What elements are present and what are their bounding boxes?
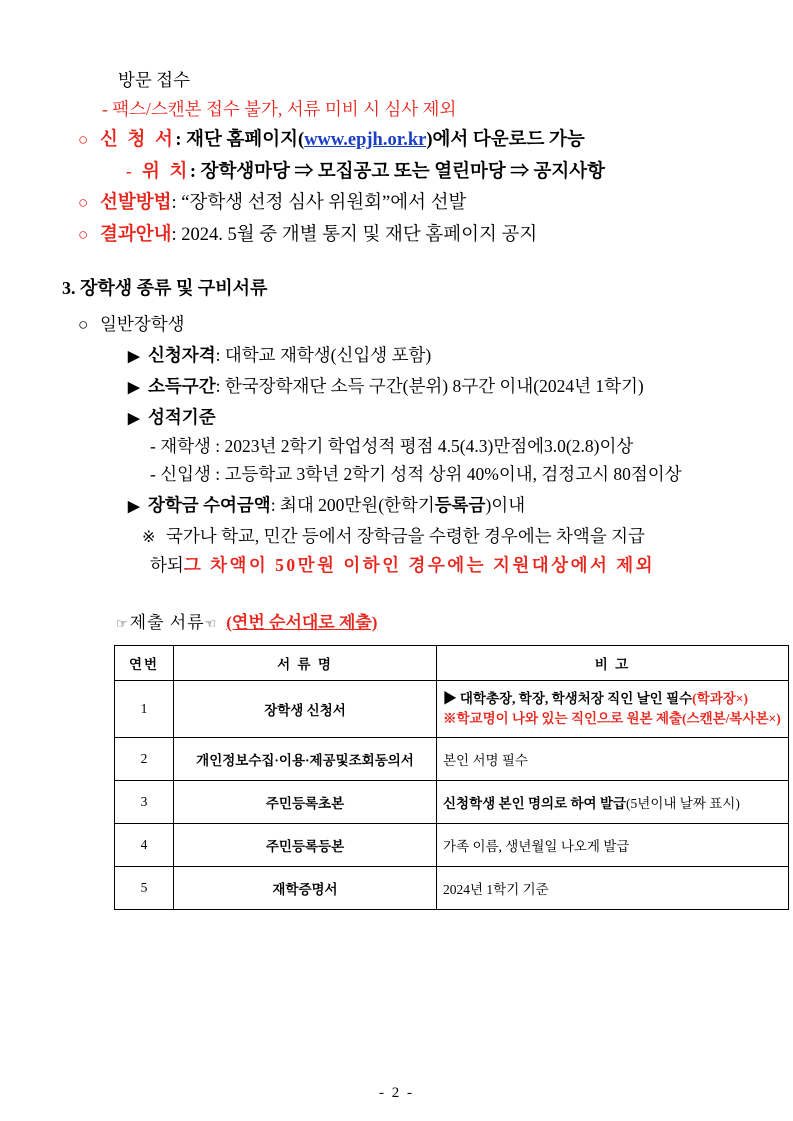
table-cell-no: 3 [115,781,174,824]
grade-standard-label: 성적기준 [148,406,216,427]
table-row [115,867,789,910]
qualification-label: 신청자격 [148,344,216,365]
amount-text-post: )이내 [485,494,526,515]
application-form-line [56,131,746,150]
note-text: 본인 서명 필수 [443,753,528,768]
application-form-pre: : 재단 홈페이지( [175,130,305,150]
selection-label: 선발방법 [100,193,172,213]
circle-marker-icon: ○ [78,224,89,244]
selection-text: : “장학생 선정 심사 위원회”에서 선발 [171,193,467,213]
table-header-row [115,646,789,681]
note-line-1 [443,689,782,709]
table-cell-note [437,681,789,738]
application-form-label: 신 청 서 [100,130,176,150]
general-scholarship-line [56,316,746,334]
note-line-1-prefix: ▶ 대학총장, 학장, 학생처장 직인 날인 필수 [443,691,693,707]
section-3-title: 3. 장학생 종류 및 구비서류 [62,278,268,298]
circle-marker-icon: ○ [78,130,89,149]
triangle-marker-icon: ▶ [128,498,140,515]
grade-new-text: - 신입생 : 고등학교 3학년 2학기 성적 상위 40%이내, 검정고시 80점이상 [150,464,682,484]
result-text: : 2024. 5월 중 개별 통지 및 재단 홈페이지 공지 [171,224,538,245]
table-cell-note [437,824,789,867]
document-content [56,70,781,910]
fax-note-text: - 팩스/스캔본 접수 불가, 서류 미비 시 심사 제외 [102,98,457,119]
triangle-marker-icon: ▶ [128,410,140,427]
page-number: - 2 - [379,1085,414,1101]
submit-docs-label: 제출 서류 [129,613,205,632]
extra-note-text-2-red: 그 차액이 50만원 이하인 경우에는 지원대상에서 제외 [183,554,656,575]
table-row [115,781,789,824]
triangle-marker-icon: ▶ [128,379,140,396]
table-header-doc: 서 류 명 [174,646,437,681]
submit-docs-note: (연번 순서대로 제출) [226,613,378,632]
submit-docs-heading [56,608,746,633]
result-label: 결과안내 [100,224,172,245]
triangle-marker-icon: ▶ [128,348,140,365]
income-line [56,375,746,396]
note-line-2 [443,709,782,729]
result-line [56,226,746,245]
income-text: : 한국장학재단 소득 구간(분위) 8구간 이내(2024년 1학기) [215,375,644,396]
table-cell-note [437,781,789,824]
circle-marker-icon: ○ [78,315,89,334]
table-cell-no: 4 [115,824,174,867]
extra-note-line-1 [56,525,746,546]
table-cell-note [437,738,789,781]
grade-standard-line [56,406,746,427]
table-cell-doc: 주민등록초본 [174,781,437,824]
qualification-line [56,344,746,365]
location-text: : 장학생마당 ⇒ 모집공고 또는 열린마당 ⇒ 공지사항 [189,161,605,182]
amount-text-bold: 등록금 [434,494,486,515]
grade-current-text: - 재학생 : 2023년 2학기 학업성적 평점 4.5(4.3)만점에3.0(2.8)이상 [150,435,634,456]
amount-label: 장학금 수여금액 [148,494,271,515]
table-cell-no: 5 [115,867,174,910]
extra-note-text-1: 국가나 학교, 민간 등에서 장학금을 수령한 경우에는 차액을 지급 [166,525,645,546]
table-cell-doc: 개인정보수집·이용·제공및조회동의서 [174,738,437,781]
table-row [115,681,789,738]
note-text-suffix: (5년이내 날짜 표시) [626,796,740,811]
table-cell-no: 2 [115,738,174,781]
grade-current-line [56,435,746,456]
qualification-text: : 대학교 재학생(신입생 포함) [215,344,432,365]
table-row [115,738,789,781]
table-header-note: 비 고 [437,646,789,681]
extra-note-line-2 [56,554,746,575]
circle-marker-icon: ○ [78,193,89,212]
general-scholarship-text: 일반장학생 [100,314,185,334]
location-line [56,163,746,182]
table-cell-no: 1 [115,681,174,738]
note-text: 가족 이름, 생년월일 나오게 발급 [443,839,630,854]
table-cell-doc: 장학생 신청서 [174,681,437,738]
table-header-no: 연번 [115,646,174,681]
table-cell-note [437,867,789,910]
extra-note-text-2-pre: 하되 [150,554,184,575]
hand-right-icon: ☞ [116,616,128,631]
application-form-post: )에서 다운로드 가능 [426,130,585,150]
dash-marker-icon: - [126,161,132,181]
table-cell-doc: 재학증명서 [174,867,437,910]
income-label: 소득구간 [148,375,216,396]
location-label: 위 치 [142,161,190,182]
grade-new-line [56,466,746,484]
note-text: 2024년 1학기 기준 [443,882,549,897]
documents-table [114,645,789,910]
visit-application-line [56,72,746,90]
amount-text-pre: : 최대 200만원(한학기 [270,494,435,515]
visit-application-text: 방문 접수 [118,70,190,90]
note-text-bold: 신청학생 본인 명의로 하여 발급 [443,796,627,811]
asterisk-marker-icon: ※ [142,528,156,546]
foundation-homepage-link[interactable]: www.epjh.or.kr [304,130,427,150]
note-line-1-red: (학과장×) [692,691,748,707]
fax-note-line [56,98,746,119]
table-cell-doc: 주민등록등본 [174,824,437,867]
selection-method-line [56,194,746,213]
amount-line [56,494,746,515]
hand-left-icon: ☜ [204,616,217,631]
note-line-2-red: ※학교명이 나와 있는 직인으로 원본 제출(스캔본/복사본×) [443,711,781,726]
table-row [115,824,789,867]
